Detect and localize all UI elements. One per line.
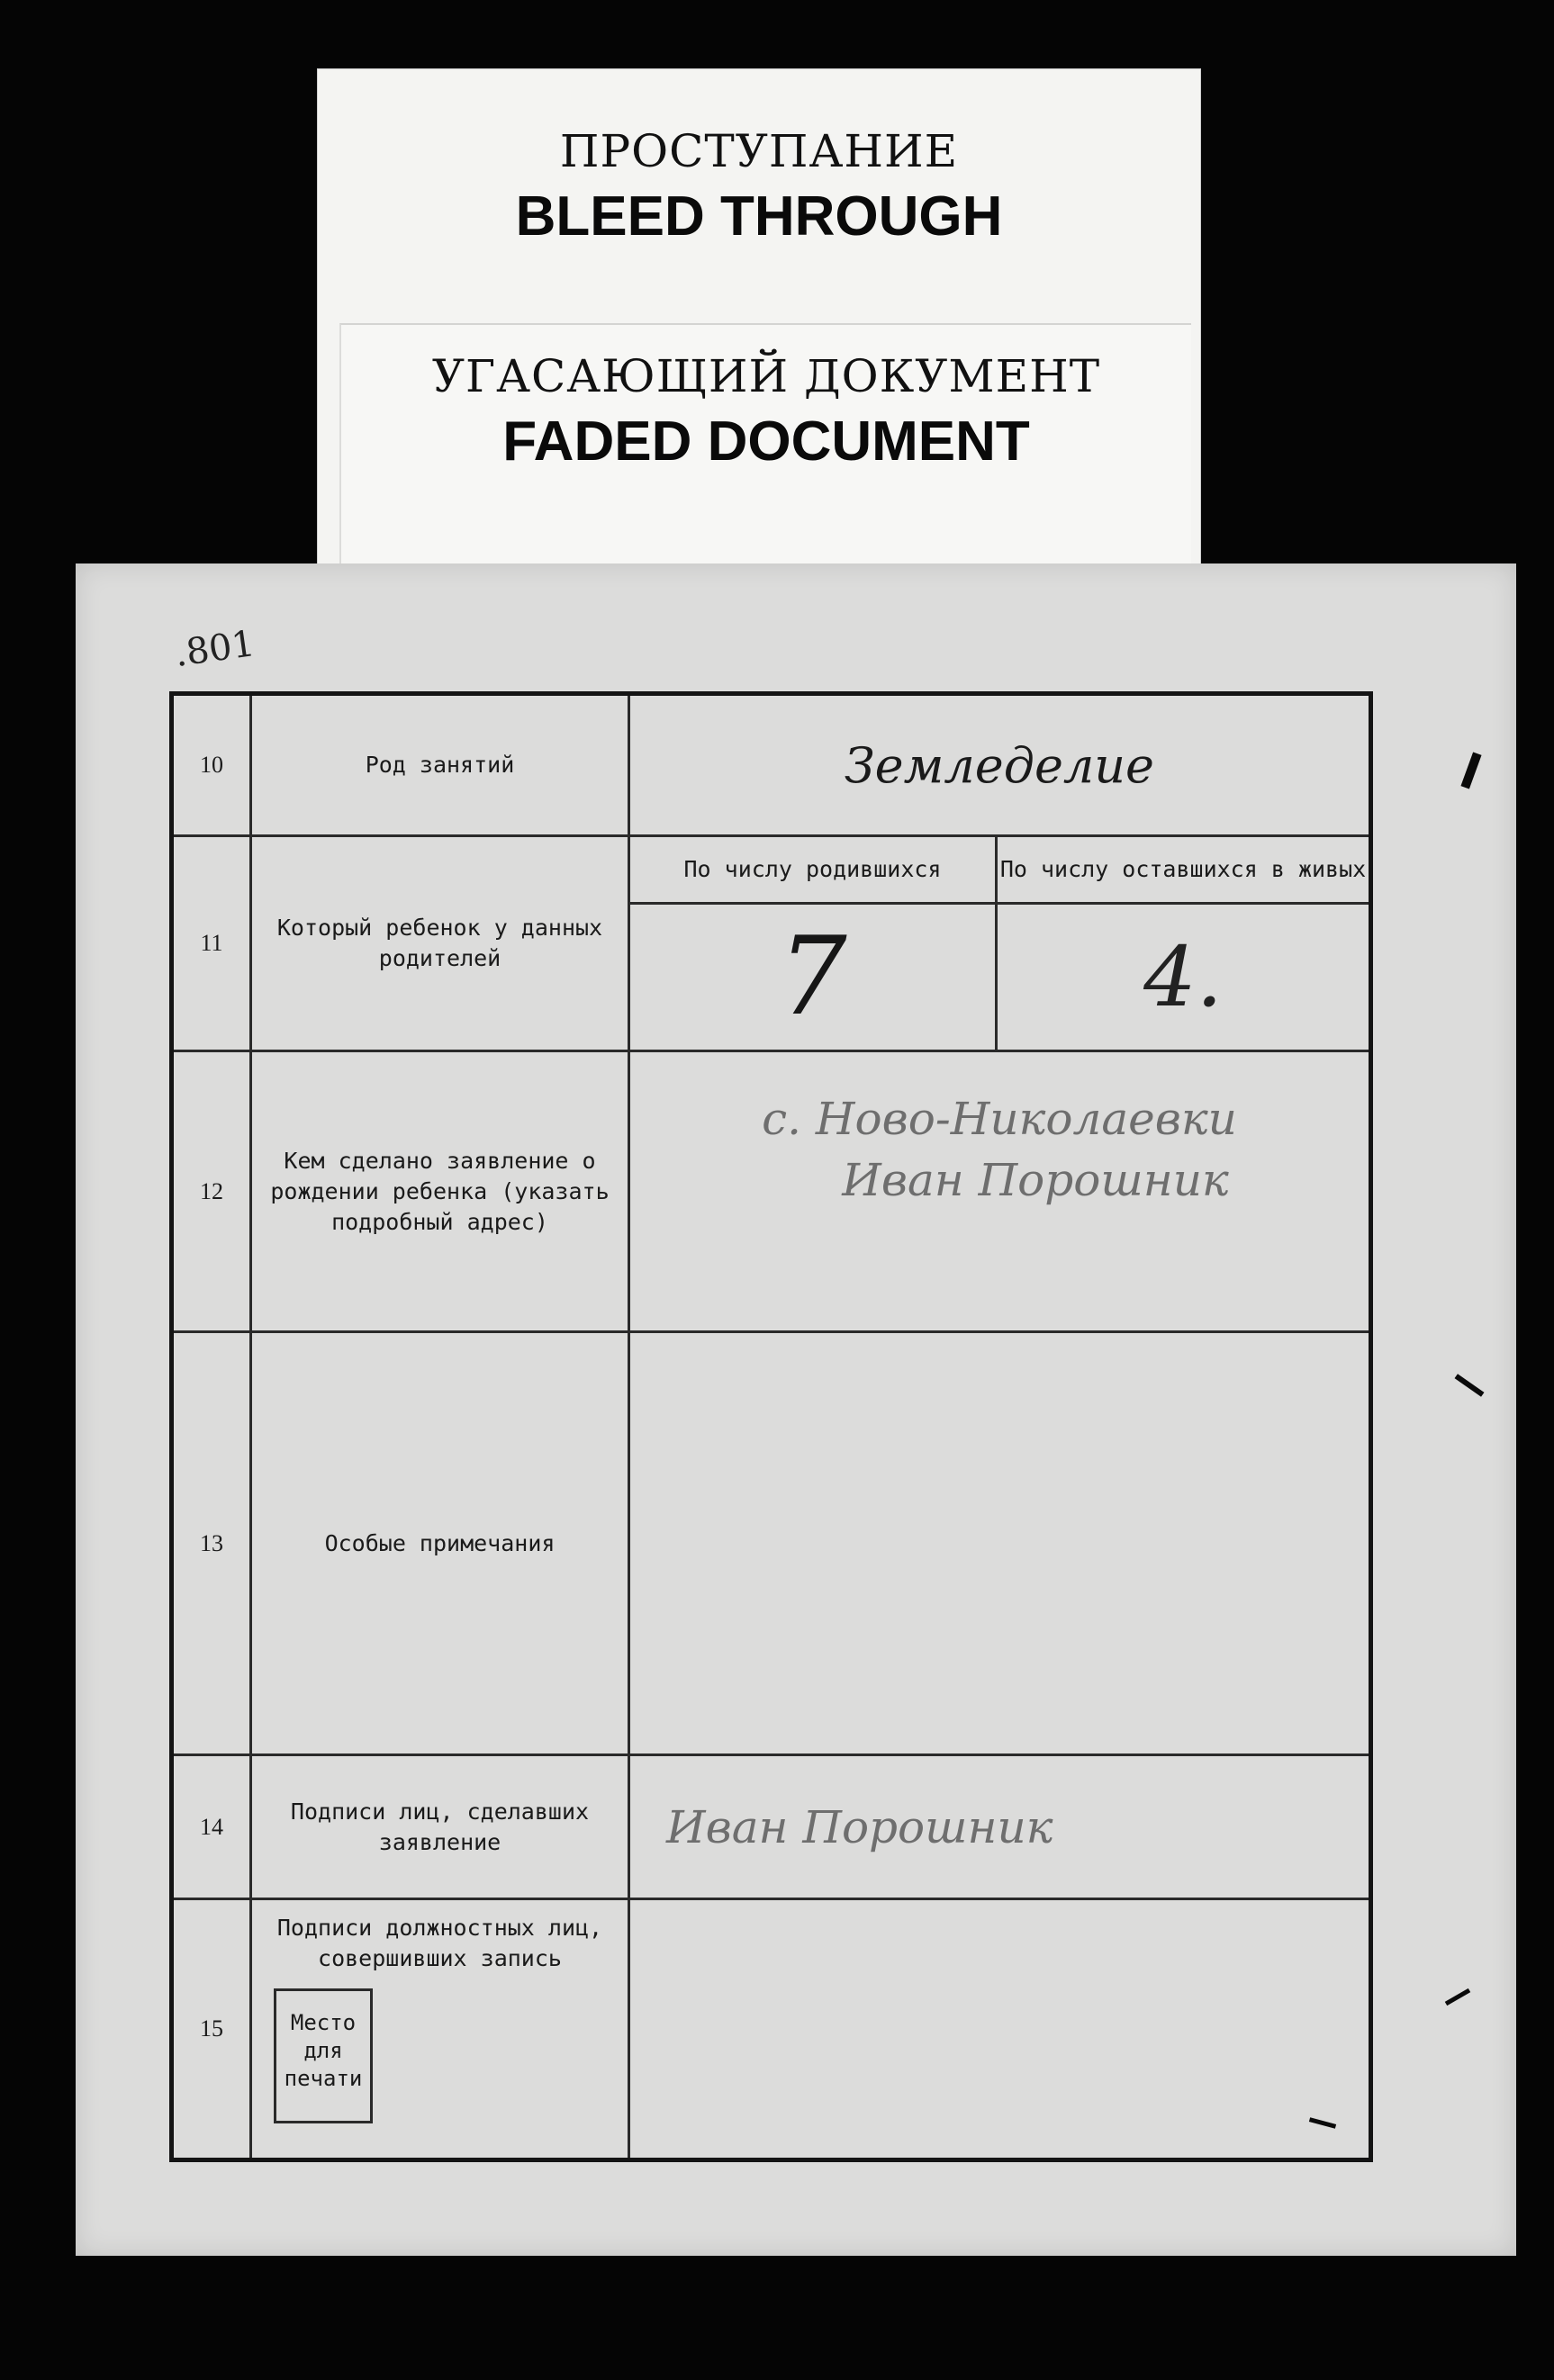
field-label-declarant: Кем сделано заявление о рождении ребенка (указать подробный адрес) xyxy=(251,1051,629,1332)
value-declarant-name: Иван Порошник xyxy=(842,1154,1229,1206)
faded-document-sheet xyxy=(339,323,1191,575)
birth-record-table xyxy=(169,691,1373,2162)
row-number: 12 xyxy=(172,1051,251,1332)
row-number: 11 xyxy=(172,836,251,1051)
table-row xyxy=(172,836,1371,904)
value-declarant-signature: Иван Порошник xyxy=(629,1755,1371,1899)
value-officials-signatures xyxy=(629,1899,1371,2160)
row-number: 13 xyxy=(172,1332,251,1755)
page-number: .801 xyxy=(172,623,257,675)
faded-document-label-en: FADED DOCUMENT xyxy=(502,410,1030,473)
value-remarks xyxy=(629,1332,1371,1755)
column-header-born: По числу родившихся xyxy=(629,836,997,904)
field-officials-signatures xyxy=(251,1899,629,2160)
table-row xyxy=(172,1899,1371,2160)
column-header-alive: По числу оставшихся в живых xyxy=(997,836,1371,904)
value-occupation: Земледелие xyxy=(629,694,1371,836)
value-alive-count: 4. xyxy=(997,904,1371,1051)
field-label-child-order: Который ребенок у данных родителей xyxy=(251,836,629,1051)
edge-damage-mark xyxy=(1445,1988,1470,2006)
bleed-through-label-en: BLEED THROUGH xyxy=(515,185,1003,248)
table-row xyxy=(172,1051,1371,1332)
stamp-placeholder: Место для печати xyxy=(274,1988,373,2123)
table-row xyxy=(172,1332,1371,1755)
label-sheet xyxy=(317,68,1201,574)
row-number: 14 xyxy=(172,1755,251,1899)
form-page xyxy=(76,563,1516,2256)
row-number: 10 xyxy=(172,694,251,836)
table-row xyxy=(172,1755,1371,1899)
edge-damage-mark xyxy=(1455,1374,1485,1397)
bleed-through-label-ru: ПРОСТУПАНИЕ xyxy=(559,125,959,177)
field-label-declarant-signatures: Подписи лиц, сделавших заявление xyxy=(251,1755,629,1899)
edge-damage-mark xyxy=(1460,752,1481,789)
field-label-occupation: Род занятий xyxy=(251,694,629,836)
field-label-officials-signatures: Подписи должностных лиц, совершивших запись xyxy=(276,1915,603,1971)
faded-document-label-ru: УГАСАЮЩИЙ ДОКУМЕНТ xyxy=(431,350,1101,402)
value-declarant xyxy=(629,1051,1371,1332)
value-declarant-address: с. Ново-Николаевки xyxy=(762,1093,1237,1145)
value-born-count: 7 xyxy=(629,904,997,1051)
row-number: 15 xyxy=(172,1899,251,2160)
field-label-remarks: Особые примечания xyxy=(251,1332,629,1755)
table-row xyxy=(172,694,1371,836)
